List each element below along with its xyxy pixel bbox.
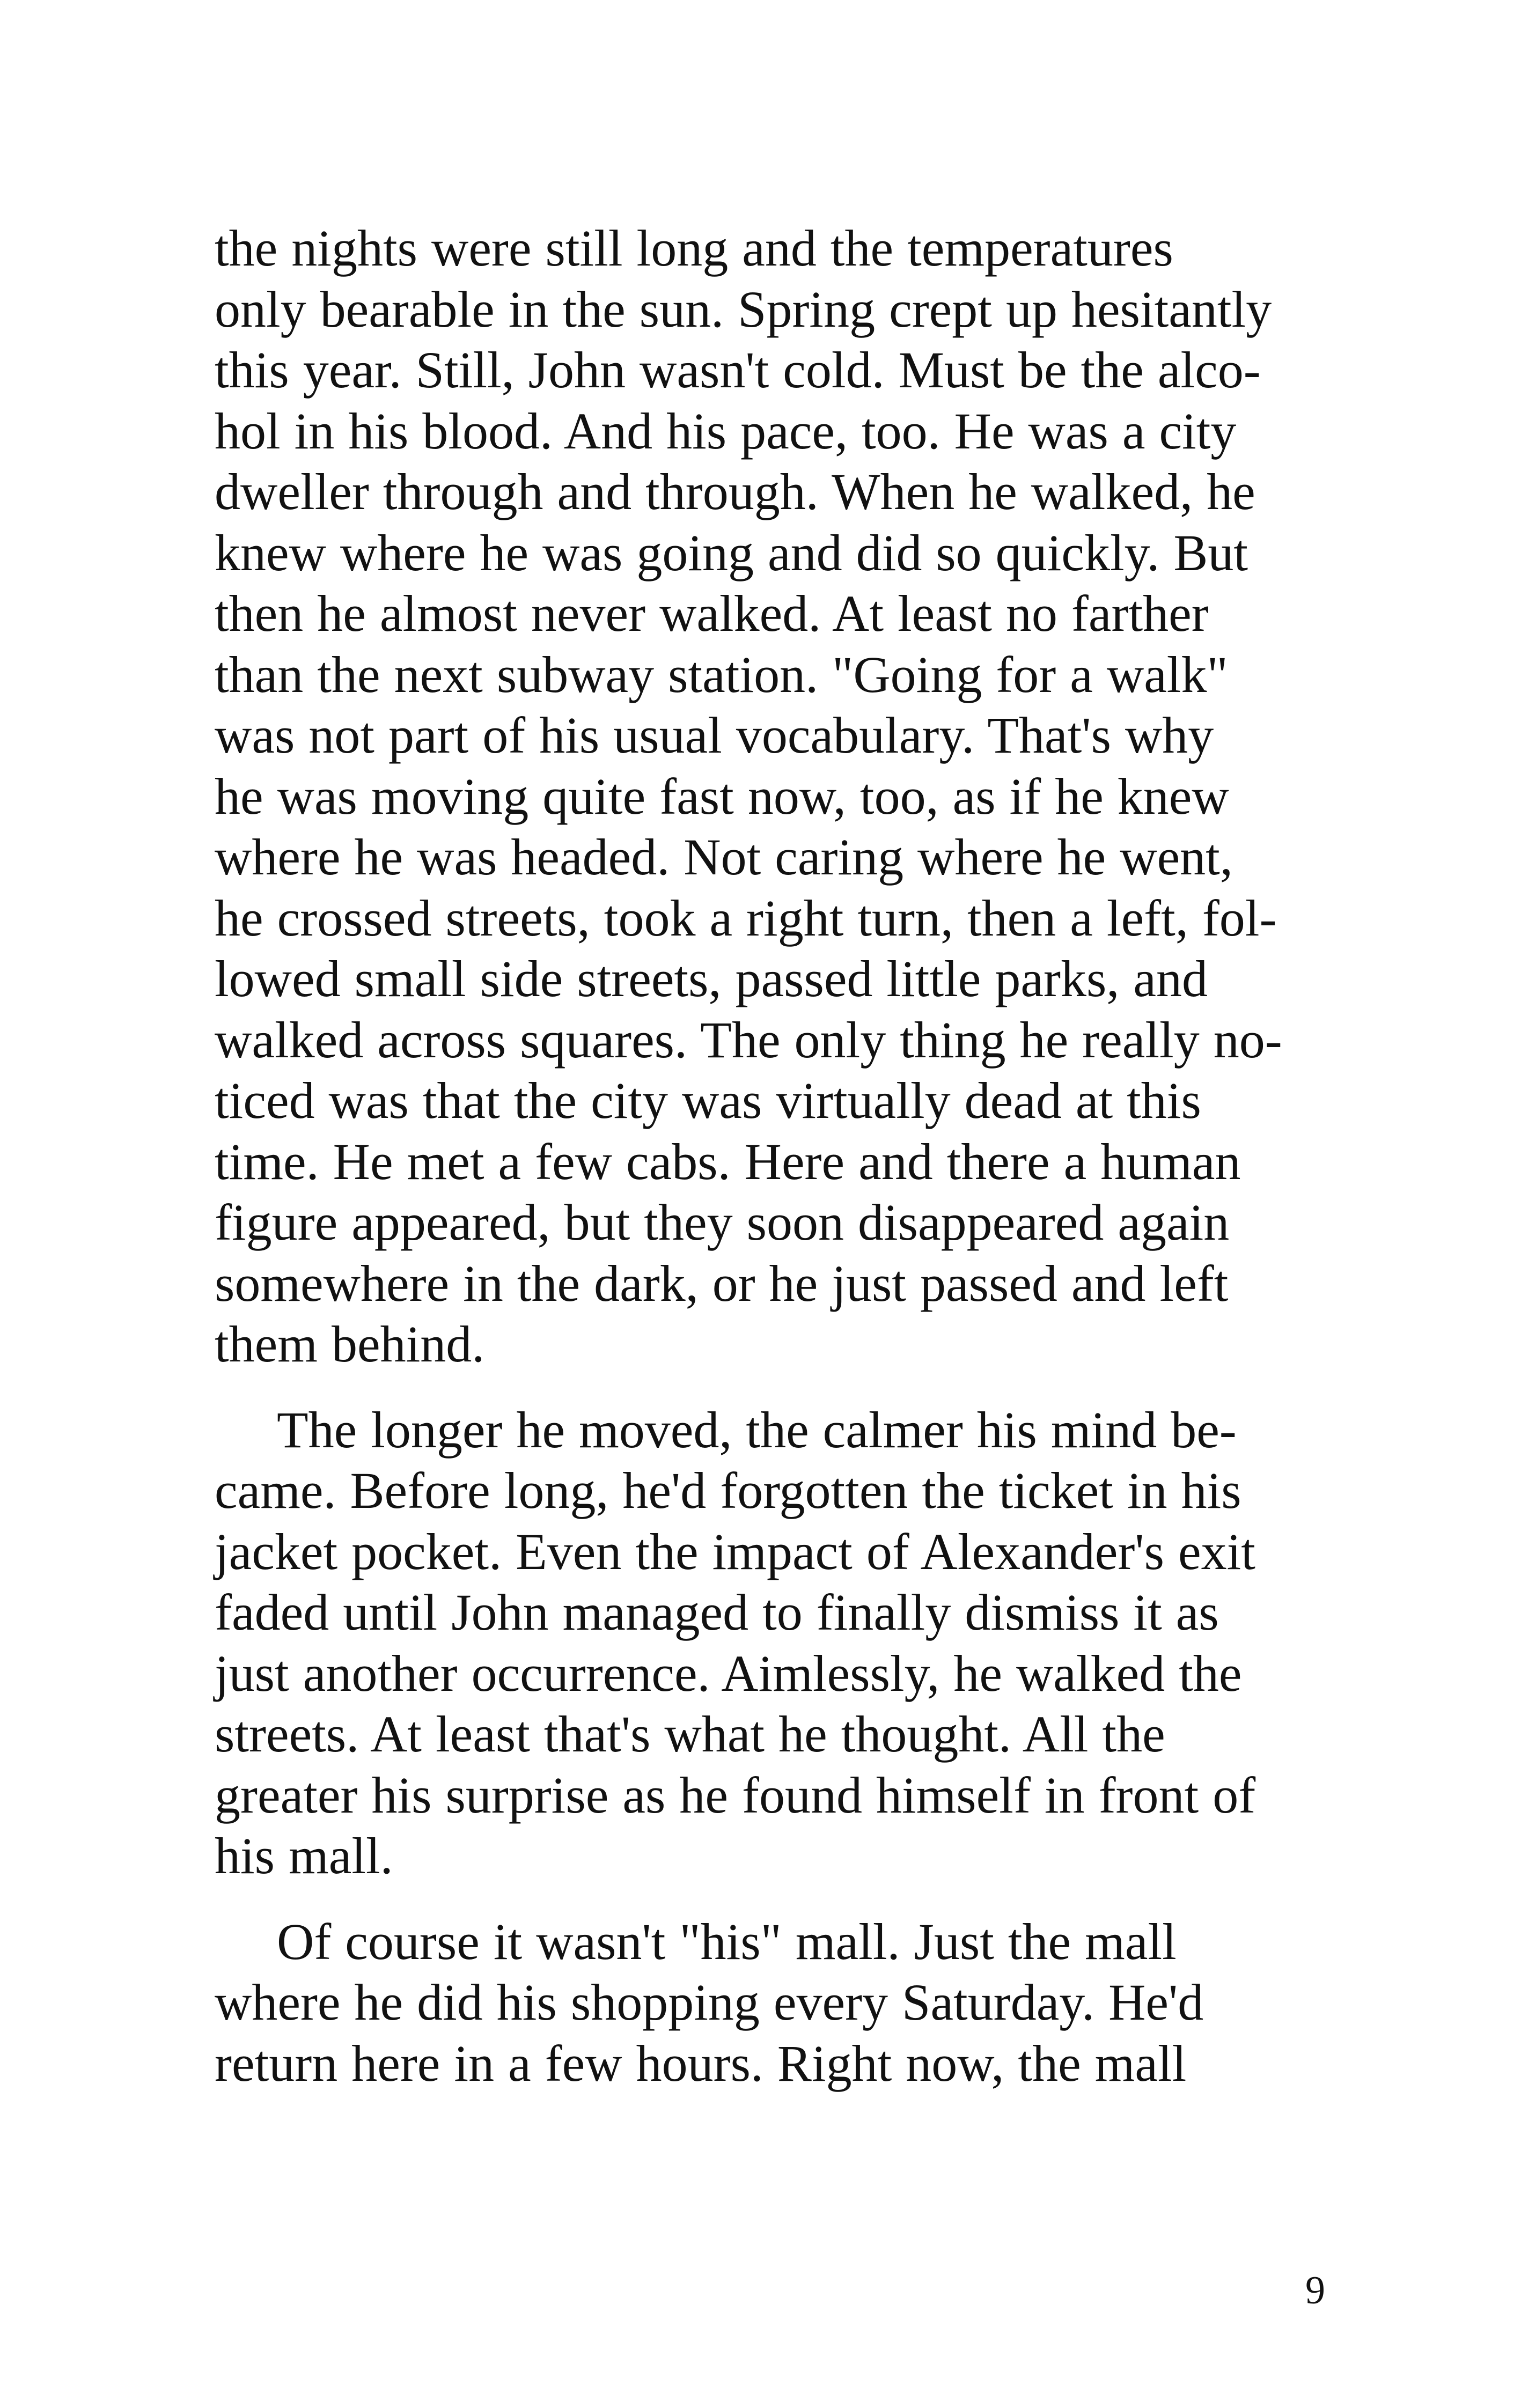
text-line: came. Before long, he'd forgotten the ticket in his (215, 1462, 1241, 1519)
text-line: the nights were still long and the temperatures (215, 219, 1173, 277)
text-line: jacket pocket. Even the impact of Alexander's exit (215, 1522, 1255, 1580)
text-line: where he was headed. Not caring where he went, (215, 828, 1233, 886)
text-line: The longer he moved, the calmer his mind be- (277, 1401, 1237, 1459)
paragraph-1 (215, 218, 1320, 1375)
text-line: Of course it wasn't "his" mall. Just the mall (277, 1912, 1177, 1970)
text-line: he crossed streets, took a right turn, then a left, fol- (215, 889, 1277, 947)
text-line: lowed small side streets, passed little parks, and (215, 950, 1208, 1007)
text-line: time. He met a few cabs. Here and there a human (215, 1132, 1241, 1190)
text-line: ticed was that the city was virtually dead at this (215, 1072, 1201, 1129)
text-line: only bearable in the sun. Spring crept up hesitantly (215, 280, 1272, 338)
paragraph-2 (215, 1400, 1320, 1887)
page-number: 9 (1305, 2269, 1325, 2313)
text-line: greater his surprise as he found himself in front of (215, 1766, 1256, 1824)
text-line: this year. Still, John wasn't cold. Must be the alco- (215, 341, 1261, 399)
text-line: streets. At least that's what he thought. All the (215, 1705, 1165, 1763)
text-line: just another occurrence. Aimlessly, he walked the (215, 1644, 1242, 1702)
text-line: then he almost never walked. At least no farther (215, 585, 1209, 642)
text-line: knew where he was going and did so quickly. But (215, 524, 1248, 581)
text-line: hol in his blood. And his pace, too. He was a city (215, 402, 1237, 460)
text-line: his mall. (215, 1827, 393, 1884)
text-line: figure appeared, but they soon disappeared again (215, 1194, 1230, 1251)
text-line: than the next subway station. "Going for a walk" (215, 645, 1228, 703)
text-line: them behind. (215, 1315, 485, 1373)
text-line: was not part of his usual vocabulary. That's why (215, 706, 1214, 764)
text-line: where he did his shopping every Saturday. He'd (215, 1973, 1204, 2031)
text-line: he was moving quite fast now, too, as if he knew (215, 767, 1229, 825)
text-line: walked across squares. The only thing he really no- (215, 1011, 1282, 1069)
paragraph-3 (215, 1911, 1320, 2094)
body-text (215, 218, 1320, 2094)
text-line: return here in a few hours. Right now, the mall (215, 2034, 1187, 2092)
text-line: faded until John managed to finally dismiss it as (215, 1584, 1219, 1641)
text-line: somewhere in the dark, or he just passed and left (215, 1254, 1229, 1312)
text-line: dweller through and through. When he walked, he (215, 463, 1255, 520)
